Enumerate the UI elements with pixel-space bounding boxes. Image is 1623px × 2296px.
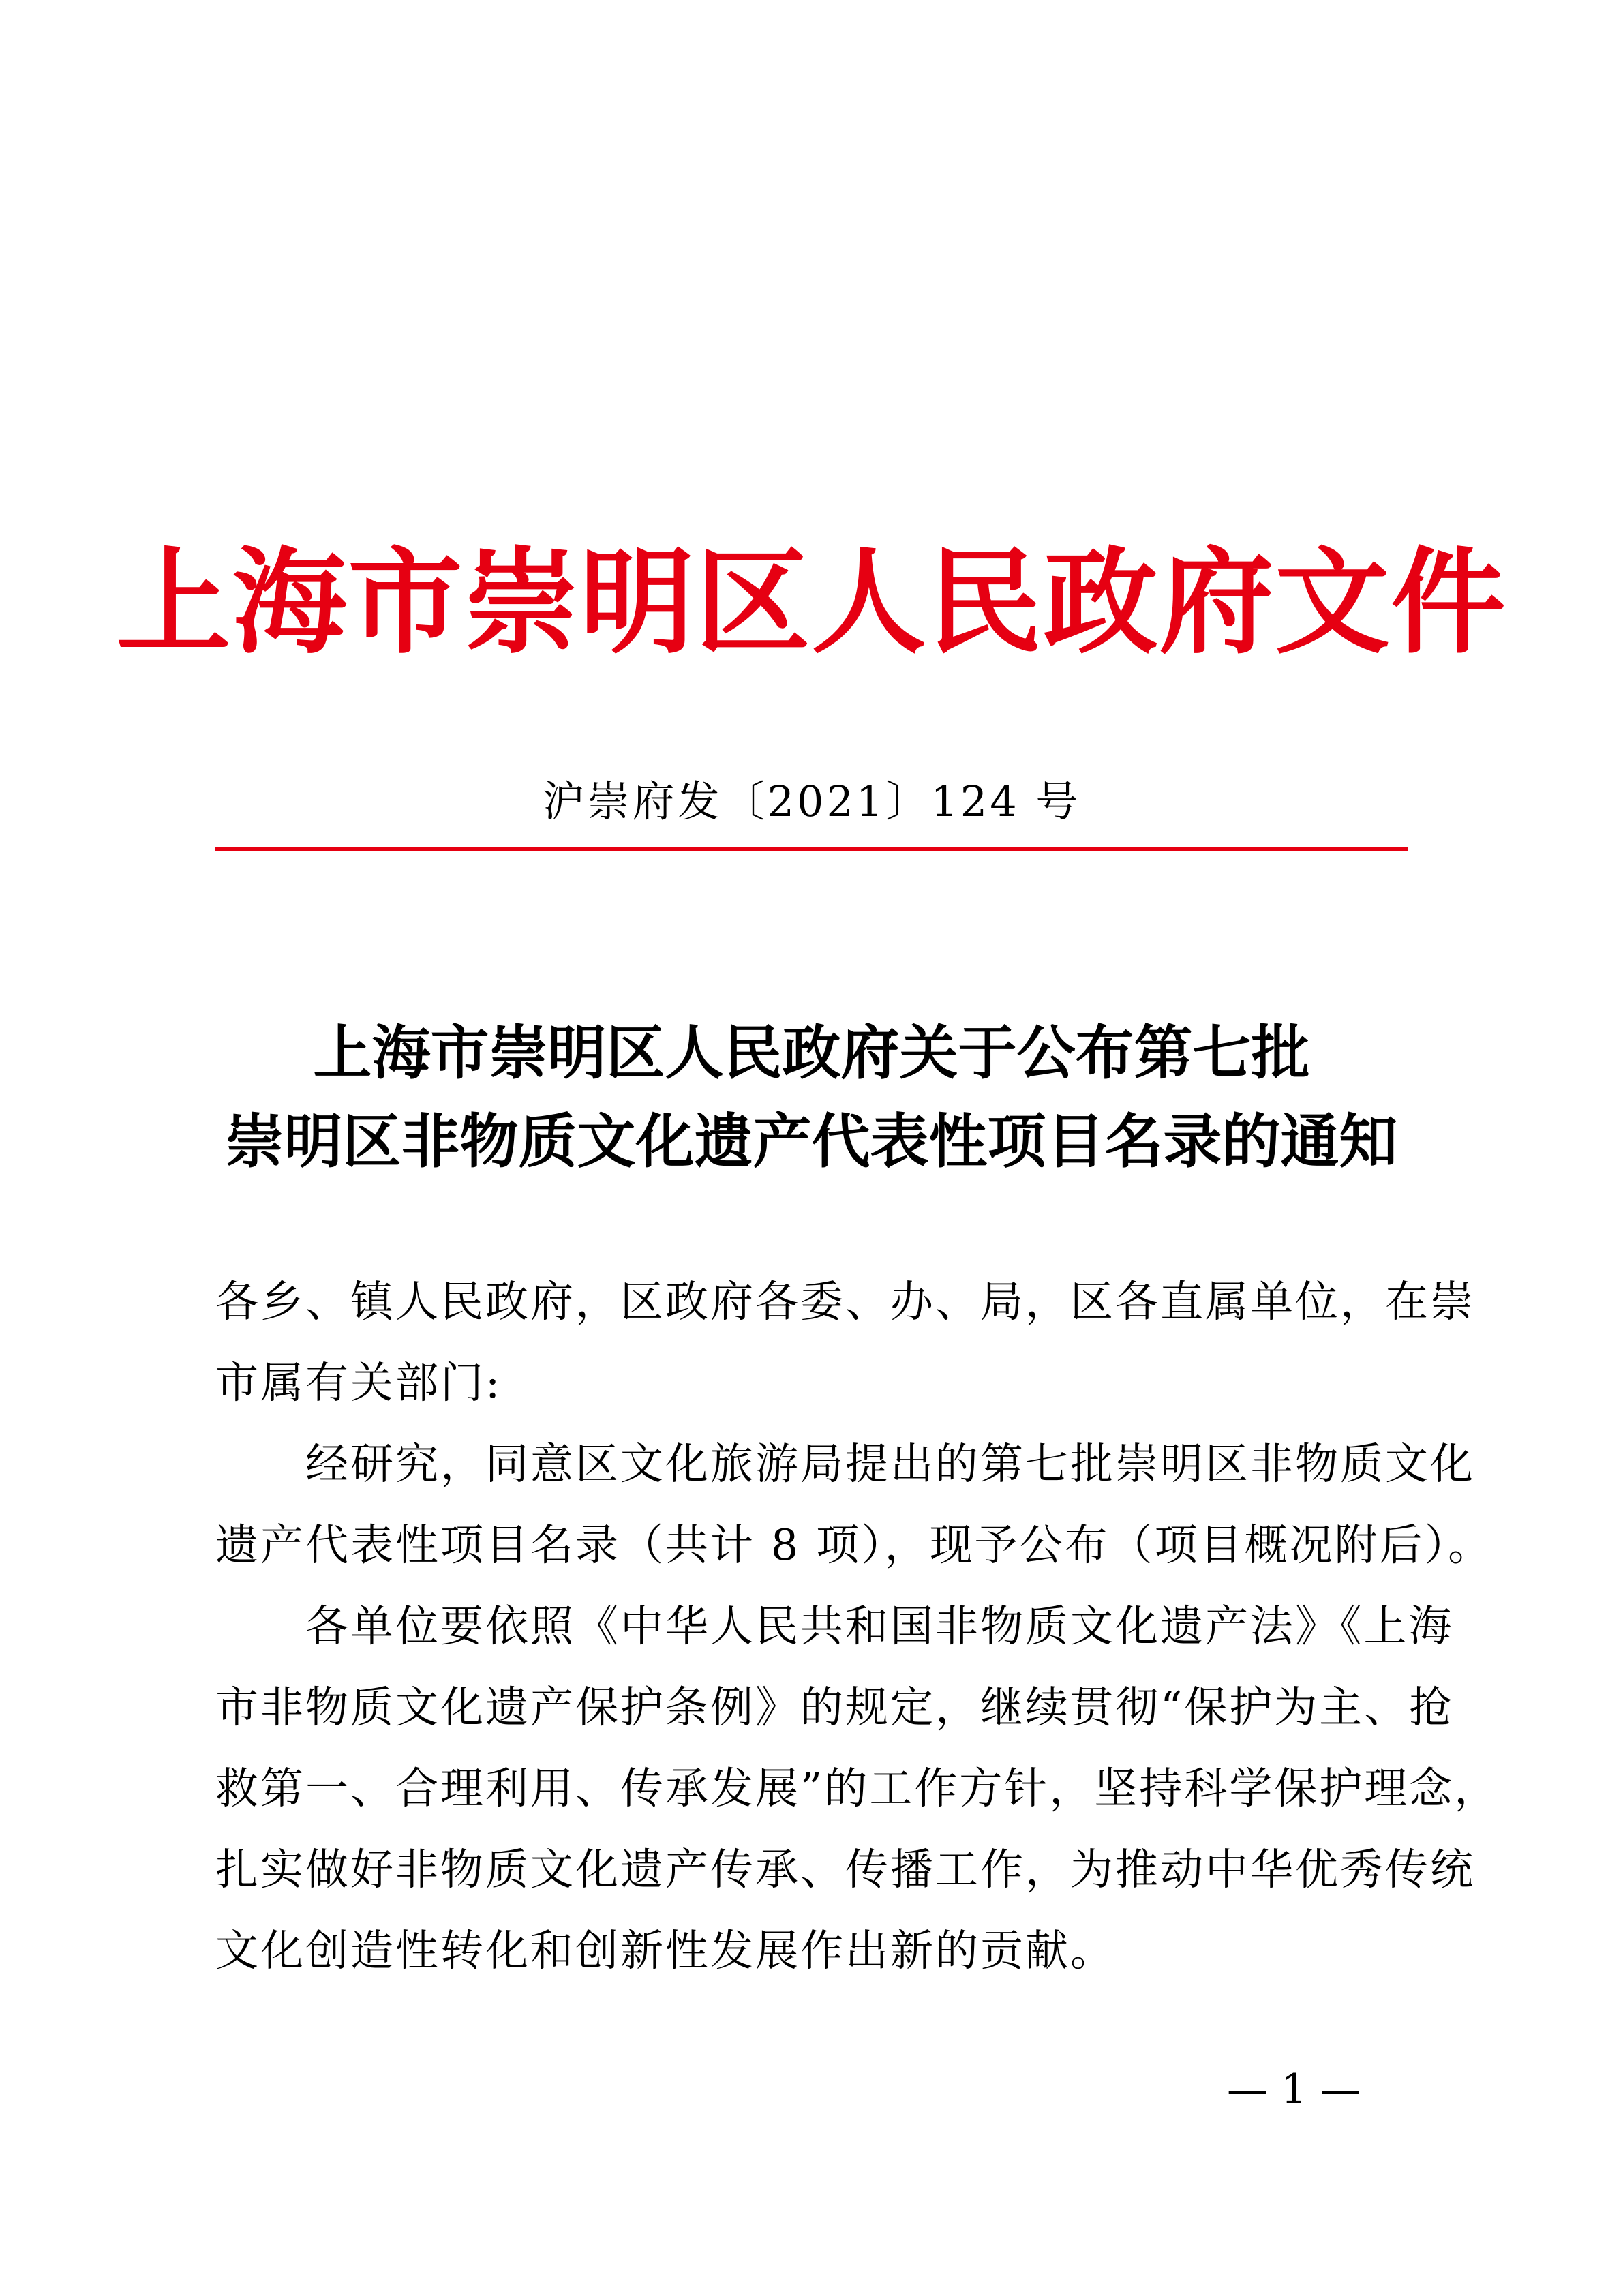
body-line: 市属有关部门: <box>215 1358 502 1408</box>
body-line: 文化创造性转化和创新性发展作出新的贡献。 <box>215 1926 1115 1976</box>
body-line: 遗产代表性项目名录（共计 8 项），现予公布（项目概况附后）。 <box>215 1520 1493 1570</box>
body-line: 各乡、镇人民政府，区政府各委、办、局，区各直属单位，在崇 <box>215 1277 1475 1327</box>
page-number: — 1 — <box>1227 2066 1361 2113</box>
body-line: 救第一、合理利用、传承发展”的工作方针，坚持科学保护理念， <box>215 1764 1500 1813</box>
body-line: 扎实做好非物质文化遗产传承、传播工作，为推动中华优秀传统 <box>215 1845 1475 1894</box>
document-number: 沪崇府发〔2021〕124 号 <box>542 776 1081 826</box>
notice-title-line-1: 上海市崇明区人民政府关于公布第七批 <box>313 1018 1310 1087</box>
notice-title <box>0 1009 1623 1186</box>
red-divider-line <box>215 847 1408 851</box>
body-line: 各单位要依照《中华人民共和国非物质文化遗产法》《上海 <box>215 1601 1454 1651</box>
body-line: 市非物质文化遗产保护条例》的规定，继续贯彻“保护为主、抢 <box>215 1682 1455 1732</box>
masthead-title: 上海市崇明区人民政府文件 <box>116 534 1507 669</box>
notice-title-line-2: 崇明区非物质文化遗产代表性项目名录的通知 <box>225 1107 1398 1176</box>
body-line: 经研究，同意区文化旅游局提出的第七批崇明区非物质文化 <box>215 1439 1475 1489</box>
notice-body <box>215 1261 1500 1991</box>
